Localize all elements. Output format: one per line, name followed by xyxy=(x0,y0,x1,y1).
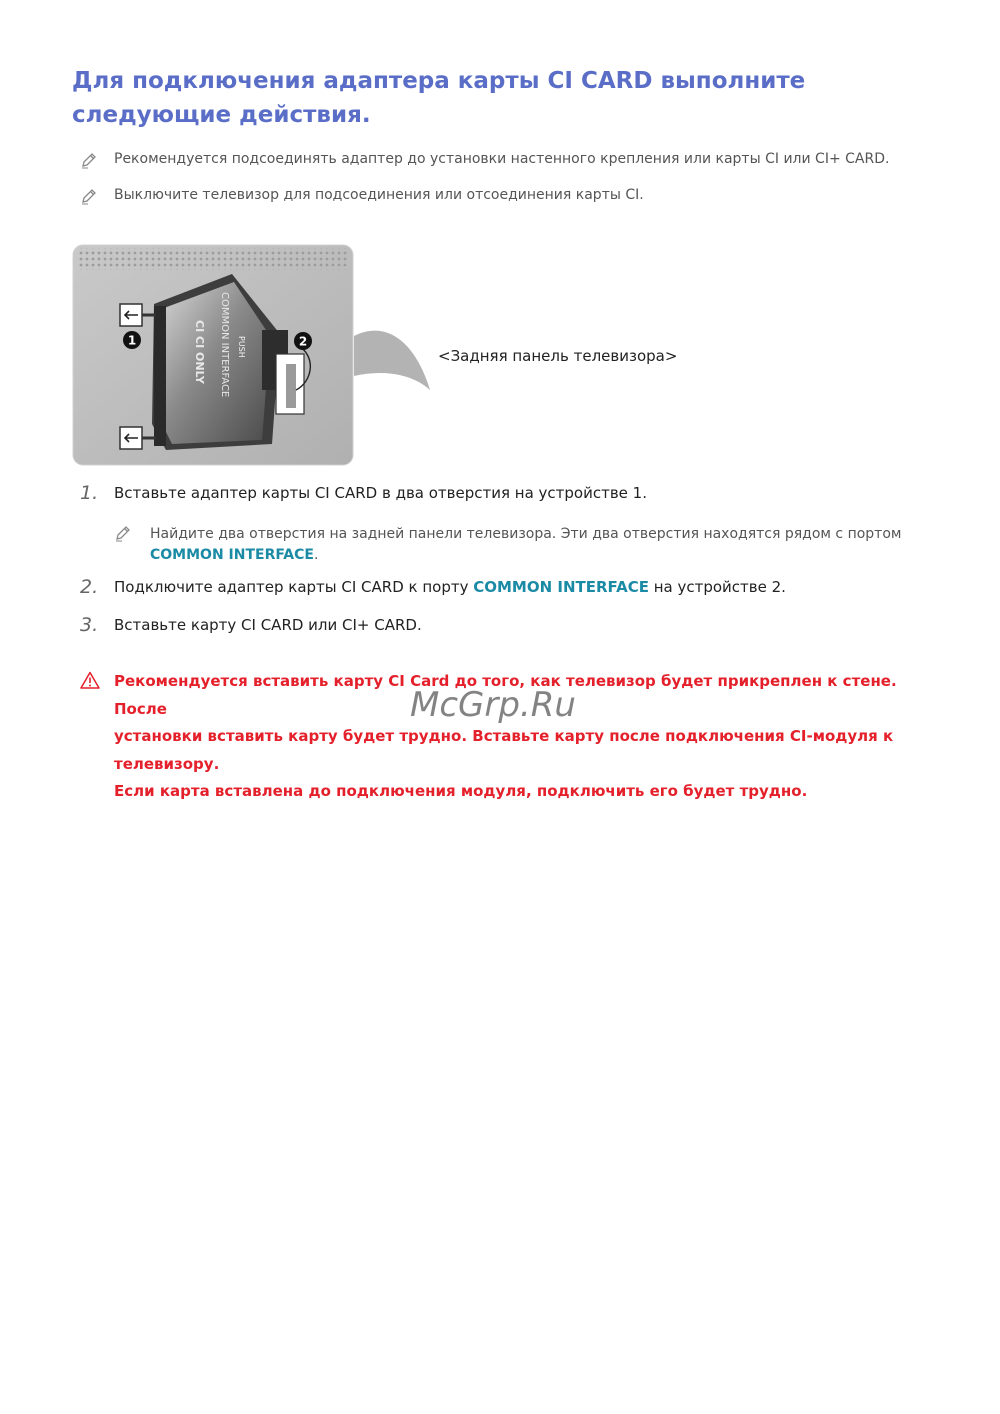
card-label-ci-only: CI CI ONLY xyxy=(193,320,206,384)
card-label-common-interface: COMMON INTERFACE xyxy=(219,292,230,398)
ci-card-adapter-illustration xyxy=(72,244,354,466)
warning-line: установки вставить карту будет трудно. Вставьте карту после подключения CI-модуля к телевизору. xyxy=(114,727,894,773)
pencil-icon xyxy=(114,524,132,542)
step-text: Вставьте карту CI CARD или CI+ CARD. xyxy=(114,616,422,634)
step-number: 3. xyxy=(80,614,99,636)
warning-triangle-icon xyxy=(80,671,100,689)
step-text-after: на устройстве 2. xyxy=(648,578,786,596)
step-text-before: Подключите адаптер карты CI CARD к порту xyxy=(114,578,474,596)
step-number: 2. xyxy=(80,576,99,598)
warning-line: Если карта вставлена до подключения модуля, подключить его будет трудно. xyxy=(114,782,808,800)
card-label-push: PUSH xyxy=(237,336,246,358)
subnote-text-before: Найдите два отверстия на задней панели телевизора. Эти два отверстия находятся рядом с портом xyxy=(150,526,902,542)
badge-2: 2 xyxy=(298,334,308,349)
page-title: Для подключения адаптера карты CI CARD выполните следующие действия. xyxy=(72,68,806,128)
callout-tail xyxy=(340,320,440,400)
keyword-common-interface: COMMON INTERFACE xyxy=(473,578,649,596)
subnote-text-after: . xyxy=(313,547,319,563)
keyword-common-interface: COMMON INTERFACE xyxy=(150,547,314,563)
subnote-text xyxy=(150,524,930,566)
pencil-icon xyxy=(80,187,98,205)
step-text: Вставьте адаптер карты CI CARD в два отверстия на устройстве 1. xyxy=(114,484,647,502)
note-text: Выключите телевизор для подсоединения или отсоединения карты CI. xyxy=(114,187,644,203)
note-text: Рекомендуется подсоединять адаптер до установки настенного крепления или карты CI или CI+ CARD. xyxy=(114,151,890,167)
step-text xyxy=(114,578,786,596)
figure-caption: <Задняя панель телевизора> xyxy=(438,347,678,365)
pencil-icon xyxy=(80,151,98,169)
watermark: McGrp.Ru xyxy=(410,685,576,725)
step-number: 1. xyxy=(80,482,99,504)
badge-1: 1 xyxy=(127,333,137,348)
warning-line: Рекомендуется вставить карту CI Card до того, как телевизор будет прикреплен к стене. После xyxy=(114,672,897,718)
